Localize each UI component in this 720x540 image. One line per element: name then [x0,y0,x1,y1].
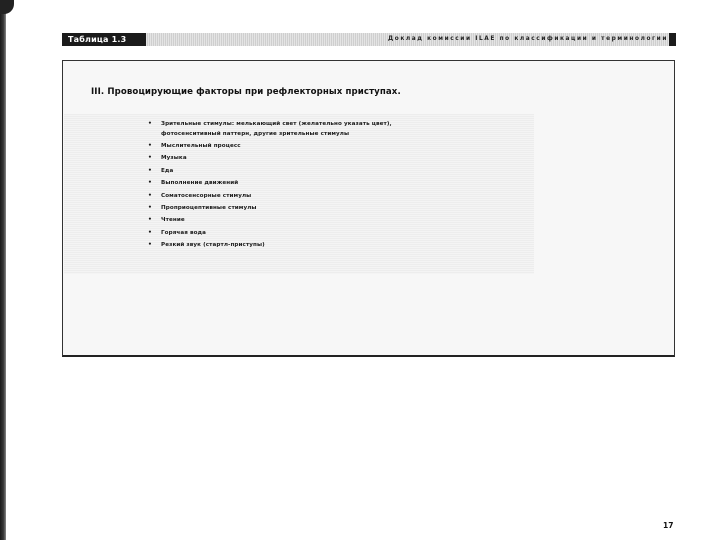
list-item-text: Чтение [161,217,185,224]
list-item-text: Горячая вода [161,229,207,236]
list-item [148,118,431,140]
bullet-icon: • [148,191,152,199]
bullet-icon: • [148,241,152,249]
list-item-text: Проприоцептивные стимулы [161,205,257,212]
list-item [148,140,448,152]
page-left-edge [0,0,6,540]
header-end-block [669,33,676,46]
list-item [148,152,448,164]
bullet-icon: • [148,166,152,174]
list-item-text: Соматосенсорные стимулы [161,192,252,199]
factor-list [148,118,448,252]
bullet-icon: • [148,179,152,187]
list-item-text: Резкий звук (стартл-приступы) [161,242,265,249]
running-title: Доклад комиссии ILAE по классификации и терминологии [387,36,668,42]
list-item [148,165,448,177]
list-item [148,214,448,226]
bullet-icon: • [148,216,152,224]
page-number: 17 [663,521,674,530]
list-item [148,202,448,214]
list-item-text: Зрительные стимулы: мелькающий свет (желательно указать цвет), фотосенситивный паттерн, другие зрительные стимулы [161,120,392,138]
list-item-text: Выполнение движений [161,180,239,187]
bullet-icon: • [148,120,152,127]
table-label: Таблица 1.3 [62,33,146,46]
list-item-text: Музыка [161,155,187,162]
bullet-icon: • [148,228,152,236]
list-item [148,177,448,189]
bullet-icon: • [148,141,152,149]
bullet-icon: • [148,154,152,162]
bullet-icon: • [148,204,152,212]
page-corner-mark [0,0,14,14]
list-item [148,239,448,251]
list-item [148,227,448,239]
section-title: III. Провоцирующие факторы при рефлекторных приступах. [91,87,401,97]
list-item-text: Еда [161,167,174,174]
list-item-text: Мыслительный процесс [161,142,241,149]
list-item [148,190,448,202]
